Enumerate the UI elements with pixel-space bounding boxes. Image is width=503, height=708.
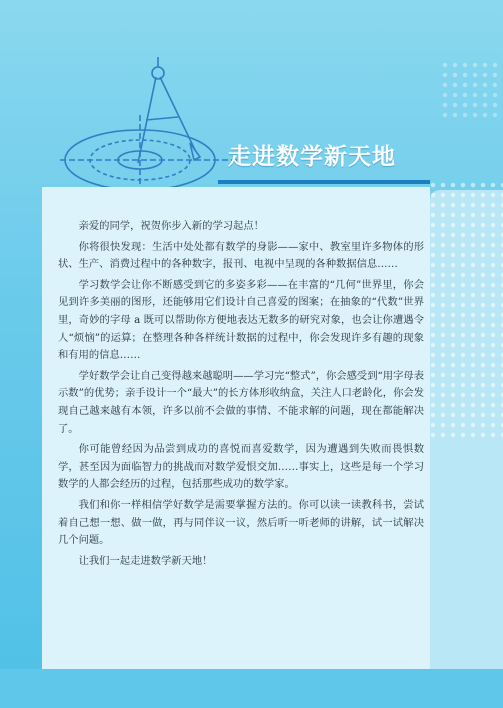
paragraph-emotions: 你可能曾经因为品尝到成功的喜悦而喜爱数学，因为遭遇到失败而畏惧数学，甚至因为面临智力的挑战而对数学爱恨交加……事实上，这些是每一个学习数学的人都会经历的过程，包括那些成功的数学家。 [58,443,424,491]
paragraph-methods: 我们和你一样相信学好数学是需要掌握方法的。你可以读一读教科书，尝试着自己想一想、做一做，再与同伴议一议，然后听一听老师的讲解，试一试解决几个问题。 [58,498,424,547]
dot-grid-pattern [428,180,503,440]
compass-drawing-icon [60,55,250,195]
paragraph-greeting: 亲爱的同学，祝贺你步入新的学习起点！ [78,220,264,232]
paragraph-variety: 学习数学会让你不断感受到它的多姿多彩——在丰富的“几何”世界里，你会见到许多美丽的图形，还能够用它们设计自己喜爱的图案；在抽象的“代数”世界里，奇妙的字母 a 既可以帮助你方便地表达无数多的研究对象，也会让你遭遇令人“烦恼”的运算；在整理各种各样统计数据的过程中，你会发现许多有趣的现象和有用的信息…… [58,278,424,362]
page-title: 走进数学新天地 [228,144,396,170]
paragraph-discovery: 你将很快发现：生活中处处都有数学的身影——家中、教室里许多物体的形状、生产、消费过程中的各种数字，报刊、电视中呈现的各种数据信息…… [58,240,424,271]
dot-grid-pattern-top [440,60,503,120]
bottom-strip [0,669,503,708]
paragraph-smarter: 学好数学会让自己变得越来越聪明——学习完“整式”，你会感受到“用字母表示数”的优势；亲手设计一个“最大”的长方体形收纳盒，关注人口老龄化，你会发现自己越来越有本领，许多以前不会做的事情、不能求解的问题，现在都能解决了。 [58,369,424,435]
paragraph-closing: 让我们一起走进数学新天地！ [78,554,213,567]
body-text [58,218,424,573]
title-underline [218,180,430,184]
